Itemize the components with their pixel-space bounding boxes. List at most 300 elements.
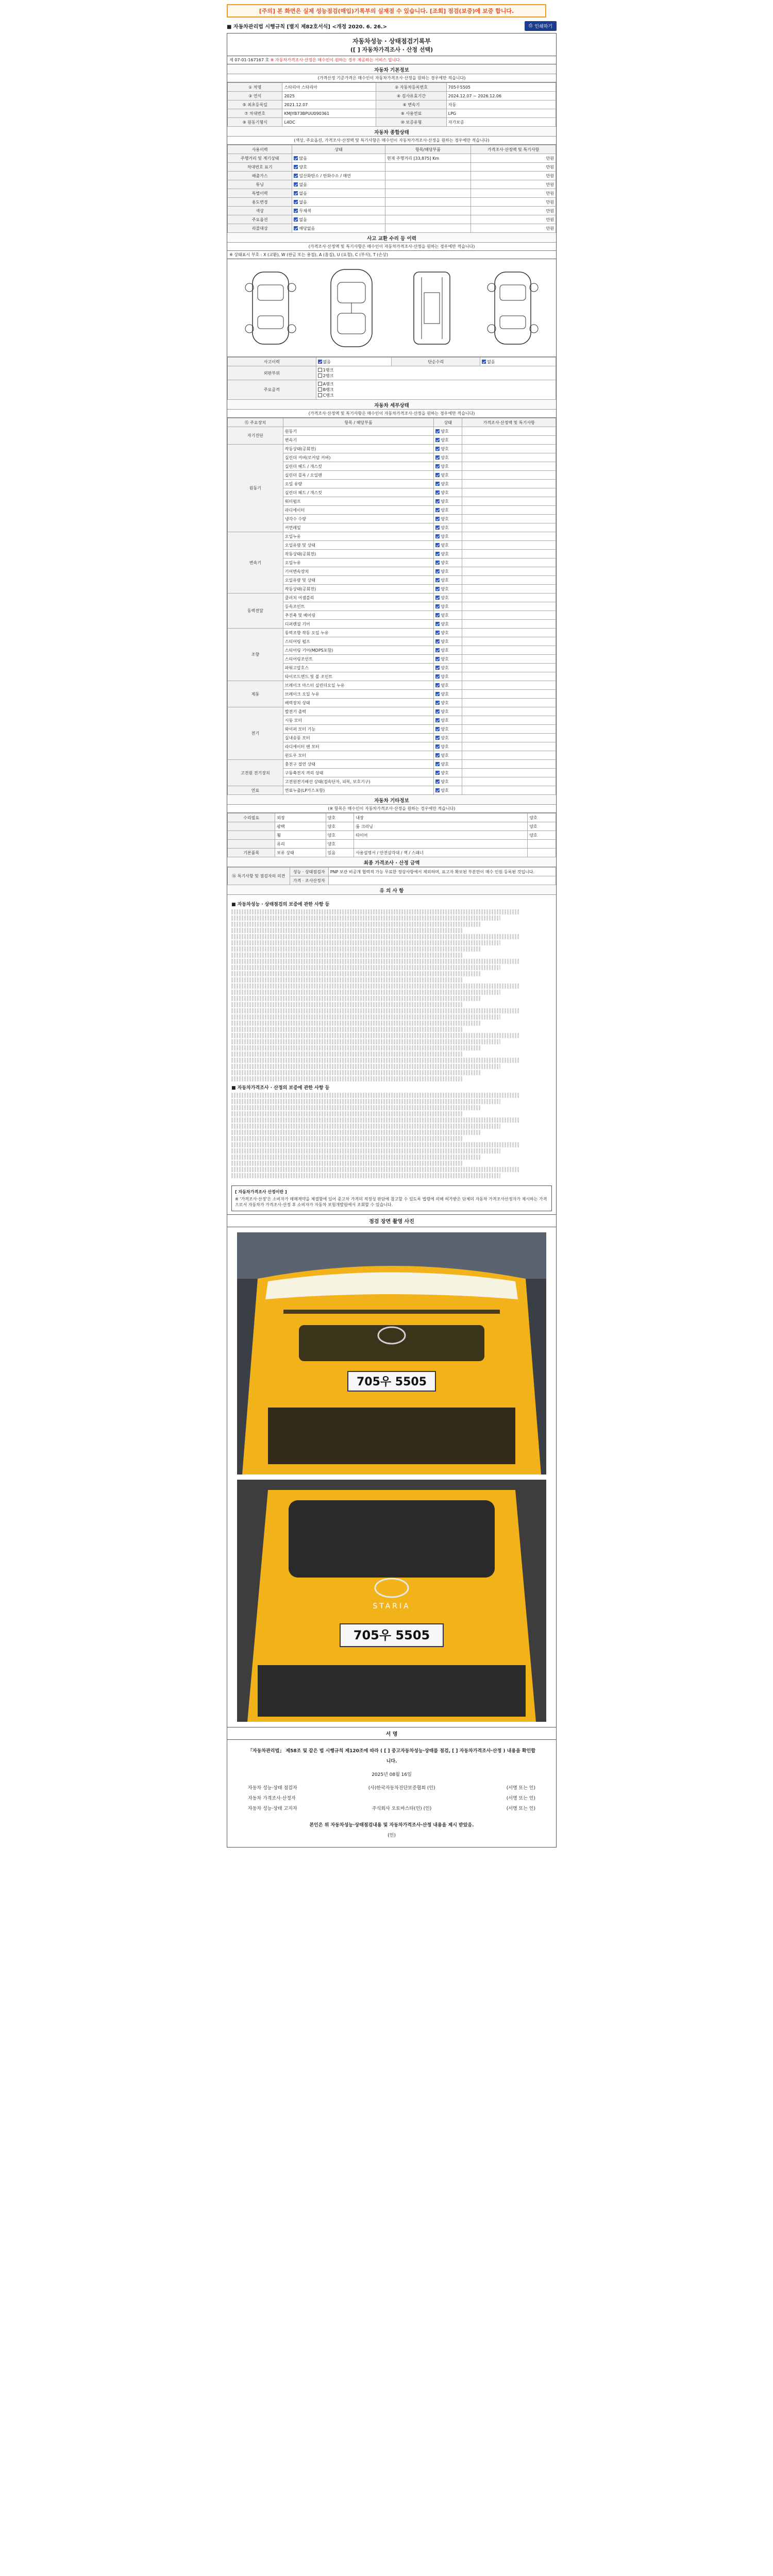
etc-cell	[528, 849, 556, 857]
details-price	[462, 725, 556, 734]
checkbox-checked-icon	[435, 736, 440, 740]
summary-detail	[385, 172, 470, 180]
basic-info-value: 자동	[446, 100, 556, 109]
details-status: 양호	[434, 690, 462, 699]
opinion-inspector-text: PNP 보관 비공개 협력적 가능 무료한 정상사항에서 제외하며, 표고자 확보된 부분만이 매수 인원 등록된 것입니다.	[328, 868, 556, 876]
details-status: 양호	[434, 462, 462, 471]
checkbox-checked-icon	[294, 209, 298, 213]
appraisal-info-box	[231, 1185, 552, 1211]
details-item: 등속조인트	[283, 602, 434, 611]
details-price	[462, 777, 556, 786]
basic-info-row	[228, 83, 556, 92]
details-header: ⑮ 주요장치	[228, 418, 283, 427]
details-price	[462, 541, 556, 550]
basic-info-value: LPG	[446, 109, 556, 118]
accident-note: (가격조사·산정액 및 특기사항은 매수인이 자동차가격조사·산정을 원하는 경우에만 적습니다)	[227, 243, 556, 251]
summary-note: (색상, 주요옵션, 가격조사·산정액 및 특기사항은 매수인이 자동차가격조사·산정을 원하는 경우에만 적습니다)	[227, 137, 556, 145]
print-button-label: 인쇄하기	[534, 24, 552, 29]
signature-block	[227, 1740, 556, 1847]
details-price	[462, 585, 556, 594]
summary-price: 만원	[471, 207, 556, 215]
fine-print-line	[231, 922, 481, 927]
fine-print-line	[231, 1002, 462, 1007]
details-price	[462, 523, 556, 532]
checkbox-icon	[318, 393, 322, 397]
car-underbody-view-icon	[404, 267, 460, 349]
fine-print-line	[231, 1058, 520, 1063]
basic-info-value: 2025	[282, 92, 376, 100]
signature-cell: (서명 또는 인)	[506, 1806, 535, 1811]
details-price	[462, 558, 556, 567]
summary-row	[228, 207, 556, 215]
basic-info-value: 자가보증	[446, 118, 556, 127]
photo-section-title: 점검 장면 촬영 사진	[227, 1214, 556, 1227]
details-group-label: 자기진단	[228, 427, 283, 445]
etc-cell: 룸 크리닝	[354, 822, 528, 831]
details-item: 동력조향 작동 오일 누유	[283, 629, 434, 637]
fine-print-line	[231, 1142, 520, 1147]
vehicle-rear-photo	[237, 1480, 546, 1722]
summary-price: 만원	[471, 189, 556, 198]
accident-row	[228, 358, 556, 366]
details-status: 양호	[434, 681, 462, 690]
details-price	[462, 646, 556, 655]
details-price	[462, 436, 556, 445]
checkbox-checked-icon	[435, 674, 440, 679]
form-number: 제 07-01-167167 호	[229, 58, 270, 62]
simple-repair-value: 없음	[480, 358, 556, 366]
details-item: 오일누유	[283, 532, 434, 541]
details-item: 스티어링 기어(MDPS포함)	[283, 646, 434, 655]
opinion-row-inspector	[228, 868, 556, 876]
checkbox-checked-icon	[435, 569, 440, 573]
basic-info-value: 2021.12.07	[282, 100, 376, 109]
details-price	[462, 462, 556, 471]
etc-cell: 사용설명서 / 안전삼각대 / 잭 / 스패너	[354, 849, 528, 857]
checkbox-checked-icon	[435, 683, 440, 687]
fine-print-line	[231, 1117, 520, 1123]
details-header: 상태	[434, 418, 462, 427]
details-price	[462, 594, 556, 602]
details-row	[228, 786, 556, 795]
details-item: 타이로드엔드 및 볼 조인트	[283, 672, 434, 681]
summary-item-label: 튜닝	[228, 180, 292, 189]
signature-cell: 자동차 성능·상태 고지자	[248, 1806, 297, 1811]
summary-price: 만원	[471, 163, 556, 172]
details-item: 기어변속장치	[283, 567, 434, 576]
basic-info-table	[227, 82, 556, 127]
details-status: 양호	[434, 769, 462, 777]
details-status: 양호	[434, 751, 462, 760]
details-status: 양호	[434, 699, 462, 707]
etc-cell: 양호	[528, 822, 556, 831]
main-frame-label: 주요골격	[228, 380, 316, 400]
car-diagram	[227, 259, 556, 357]
details-group-label: 연료	[228, 786, 283, 795]
etc-cell: 양호	[326, 814, 354, 822]
opinion-label: ⑯ 특기사항 및 점검자의 의견	[228, 868, 290, 885]
basic-info-label: ⑦ 차대번호	[228, 109, 282, 118]
checkbox-checked-icon	[294, 191, 298, 195]
details-status: 양호	[434, 655, 462, 664]
details-item: 디퍼렌셜 기어	[283, 620, 434, 629]
details-price	[462, 480, 556, 488]
doc-bar	[227, 21, 557, 31]
summary-item-label: 색상	[228, 207, 292, 215]
basic-info-row	[228, 109, 556, 118]
checkbox-checked-icon	[435, 666, 440, 670]
details-price	[462, 629, 556, 637]
appraisal-info-title: [ 자동차가격조사 산정이란 ]	[235, 1190, 287, 1194]
summary-detail	[385, 207, 470, 215]
details-status: 양호	[434, 594, 462, 602]
details-item: 커먼레일	[283, 523, 434, 532]
details-price	[462, 602, 556, 611]
details-item: 실린더 헤드 / 개스킷	[283, 488, 434, 497]
details-status: 양호	[434, 620, 462, 629]
checkbox-checked-icon	[435, 692, 440, 696]
details-status: 양호	[434, 777, 462, 786]
fine-print-line	[231, 1161, 462, 1166]
fine-print-line	[231, 928, 462, 933]
accident-value: 없음	[316, 358, 392, 366]
details-status: 양호	[434, 629, 462, 637]
details-status: 양호	[434, 716, 462, 725]
details-price	[462, 532, 556, 541]
summary-price: 만원	[471, 215, 556, 224]
checkbox-checked-icon	[435, 455, 440, 460]
opinion-appraiser-text	[328, 876, 556, 885]
summary-status: 없음	[292, 215, 385, 224]
summary-item-label: 배출가스	[228, 172, 292, 180]
fine-print-line	[231, 1052, 462, 1057]
details-status: 양호	[434, 786, 462, 795]
etc-cell	[228, 840, 275, 849]
signature-footer: 본인은 위 자동차성능·상태점검내용 및 자동차가격조사·산정 내용을 제시 받았음.	[309, 1823, 474, 1828]
summary-detail	[385, 224, 470, 233]
details-row	[228, 594, 556, 602]
summary-item-label: 리콜대상	[228, 224, 292, 233]
rear-plate-text: 705우 5505	[353, 1628, 430, 1642]
details-status: 양호	[434, 523, 462, 532]
details-item: 작동상태(공회전)	[283, 550, 434, 558]
summary-header: 항목/해당부품	[385, 145, 470, 154]
details-status: 양호	[434, 541, 462, 550]
main-frame-row	[228, 380, 556, 400]
details-status: 양호	[434, 445, 462, 453]
details-item: 실린더 헤드 / 개스킷	[283, 462, 434, 471]
checkbox-icon	[318, 368, 322, 372]
basic-info-value: 705우5505	[446, 83, 556, 92]
etc-cell	[354, 840, 528, 849]
checkbox-checked-icon	[435, 429, 440, 433]
details-item: 브레이크 마스터 실린더오일 누유	[283, 681, 434, 690]
etc-cell: 타이어	[354, 831, 528, 840]
basic-info-label: ⑩ 보증유형	[376, 118, 446, 127]
etc-cell: 외장	[275, 814, 326, 822]
details-group-label: 조향	[228, 629, 283, 681]
car-side-view-icon	[484, 267, 541, 349]
details-price	[462, 515, 556, 523]
form-red-note: ※ 자동차가격조사·산정은 매수인이 원하는 경우 제공하는 서비스 입니다.	[270, 58, 401, 62]
vehicle-front-illustration	[237, 1232, 546, 1475]
checkbox-checked-icon	[294, 174, 298, 178]
fine-print-line	[231, 1124, 500, 1129]
main-frame-items: A랭크 B랭크 C랭크	[316, 380, 556, 400]
printer-icon: ⎙	[529, 23, 533, 28]
details-item: 와이퍼 모터 기능	[283, 725, 434, 734]
checkbox-checked-icon	[435, 753, 440, 757]
summary-price: 만원	[471, 224, 556, 233]
details-status: 양호	[434, 576, 462, 585]
etc-cell: 양호	[528, 831, 556, 840]
signature-cell: 자동차 성능·상태 점검자	[248, 1786, 297, 1791]
fine-print-line	[231, 1155, 481, 1160]
summary-row	[228, 189, 556, 198]
checkbox-checked-icon	[435, 639, 440, 643]
details-status: 양호	[434, 602, 462, 611]
fine-print-line	[231, 953, 462, 958]
accident-title: 사고 교환 수리 등 이력	[227, 233, 556, 243]
details-item: 스티어링조인트	[283, 655, 434, 664]
checkbox-checked-icon	[435, 596, 440, 600]
summary-title: 자동차 종합상태	[227, 127, 556, 137]
signature-statement: 「자동차관리법」 제58조 및 같은 법 시행규칙 제120조에 따라 ( [ ] 중고자동차성능·상태를 점검, [ ] 자동차가격조사·산정 ) 내용을 확인합니다.	[248, 1749, 535, 1764]
basic-info-row	[228, 92, 556, 100]
summary-row	[228, 198, 556, 207]
details-item: 변속기	[283, 436, 434, 445]
details-price	[462, 445, 556, 453]
details-item: 작동상태(공회전)	[283, 445, 434, 453]
summary-item-label: 특별이력	[228, 189, 292, 198]
checkbox-checked-icon	[294, 165, 298, 169]
checkbox-checked-icon	[435, 762, 440, 766]
details-status: 양호	[434, 436, 462, 445]
details-status: 양호	[434, 664, 462, 672]
signature-row	[248, 1804, 535, 1814]
fine-print-line	[231, 1070, 481, 1075]
summary-status: 없음	[292, 189, 385, 198]
details-status: 양호	[434, 672, 462, 681]
details-item: 클러치 어셈블리	[283, 594, 434, 602]
summary-row	[228, 154, 556, 163]
details-price	[462, 576, 556, 585]
etc-row	[228, 822, 556, 831]
fine-print-line	[231, 1014, 500, 1020]
summary-price: 만원	[471, 180, 556, 189]
details-status: 양호	[434, 497, 462, 506]
details-price	[462, 707, 556, 716]
details-status: 양호	[434, 725, 462, 734]
summary-detail	[385, 198, 470, 207]
details-status: 양호	[434, 506, 462, 515]
basic-info-title: 자동차 기본정보	[227, 64, 556, 74]
details-price	[462, 427, 556, 436]
summary-table	[227, 145, 556, 233]
fine-print-line	[231, 1076, 462, 1081]
checkbox-checked-icon	[435, 447, 440, 451]
details-item: 고전원전기배선 상태(접속단자, 피복, 보호기구)	[283, 777, 434, 786]
details-status: 양호	[434, 558, 462, 567]
details-item: 라디에이터	[283, 506, 434, 515]
summary-status: 많음	[292, 154, 385, 163]
details-status: 양호	[434, 480, 462, 488]
basic-info-label: ⑨ 원동기형식	[228, 118, 282, 127]
fine-print-line	[231, 916, 500, 921]
basic-info-label: ⑥ 변속기	[376, 100, 446, 109]
details-price	[462, 699, 556, 707]
etc-note: (※ 항목은 매수인이 자동차가격조사·산정을 원하는 경우에만 적습니다)	[227, 805, 556, 813]
details-group-label: 동력전달	[228, 594, 283, 629]
summary-status: 해당없음	[292, 224, 385, 233]
details-row	[228, 707, 556, 716]
summary-header: 가격조사·산정액 및 특기사항	[471, 145, 556, 154]
etc-cell: 양호	[326, 822, 354, 831]
details-price	[462, 672, 556, 681]
details-header: 가격조사·산정액 및 특기사항	[462, 418, 556, 427]
details-price	[462, 471, 556, 480]
details-status: 양호	[434, 567, 462, 576]
checkbox-icon	[318, 382, 322, 386]
etc-title: 자동차 기타정보	[227, 795, 556, 805]
details-group-label: 제동	[228, 681, 283, 707]
details-price	[462, 488, 556, 497]
fine-print-line	[231, 909, 520, 914]
basic-info-label: ② 자동차등록번호	[376, 83, 446, 92]
details-row	[228, 427, 556, 436]
fine-print-line	[231, 965, 500, 970]
basic-info-note: (가격산정 기준가격은 매수인이 자동차가격조사·산정을 원하는 경우에만 적습니다)	[227, 74, 556, 82]
details-price	[462, 690, 556, 699]
appraisal-info-text: ※ '가격조사·산정'은 소비자가 매매계약을 체결함에 있어 중고차 가격의 적정성 판단에 참고할 수 있도록 법령에 의해 허가받은 단체의 자동차 가격조사산정자가 제시하는 가격으로서 자동차가 가격조사·산정 후 소비자가 자동차 보험개발원에서 조회할 수 있습니다.	[235, 1197, 547, 1207]
fine-print-line	[231, 1008, 520, 1013]
summary-item-label: 주행거리 및 계기상태	[228, 154, 292, 163]
accident-legend: ※ 상태표시 부호 : X (교환), W (판금 또는 용접), A (흠집), U (요철), C (부식), T (손상)	[227, 251, 556, 259]
fine-print-line	[231, 1027, 462, 1032]
checkbox-checked-icon	[435, 438, 440, 442]
details-status: 양호	[434, 427, 462, 436]
fine-print-line	[231, 996, 481, 1001]
fine-print-line	[231, 1099, 500, 1104]
checkbox-checked-icon	[294, 156, 298, 160]
fine-print-line	[231, 1136, 462, 1141]
details-price	[462, 567, 556, 576]
details-group-label: 고전원 전기장치	[228, 760, 283, 786]
summary-status: 없음	[292, 198, 385, 207]
fine-print-line	[231, 934, 520, 939]
signature-cell: 자동차 가격조사·산정자	[248, 1796, 296, 1801]
notice-heading-1: ■ 자동차성능 · 상태점검의 보증에 관한 사항 등	[231, 902, 330, 907]
details-row	[228, 681, 556, 690]
checkbox-checked-icon	[435, 771, 440, 775]
details-price	[462, 769, 556, 777]
print-button[interactable]	[525, 21, 557, 31]
outer-panel-items: 1랭크 2랭크	[316, 366, 556, 380]
details-status: 양호	[434, 742, 462, 751]
details-row	[228, 532, 556, 541]
details-price	[462, 637, 556, 646]
summary-row	[228, 163, 556, 172]
details-group-label: 변속기	[228, 532, 283, 594]
opinion-appraiser-label: 가격 · 조사산정자	[290, 876, 328, 885]
basic-info-label: ③ 연식	[228, 92, 282, 100]
details-item: 배력장치 상태	[283, 699, 434, 707]
details-group-label: 전기	[228, 707, 283, 760]
summary-row	[228, 180, 556, 189]
checkbox-checked-icon	[435, 788, 440, 792]
details-status: 양호	[434, 532, 462, 541]
fine-print-line	[231, 1130, 481, 1135]
details-status: 양호	[434, 637, 462, 646]
basic-info-row	[228, 100, 556, 109]
details-item: 실린더 블록 / 오일팬	[283, 471, 434, 480]
details-status: 양호	[434, 734, 462, 742]
fine-print-line	[231, 1064, 500, 1069]
signature-footer-stamp: (인)	[388, 1833, 396, 1838]
details-price	[462, 664, 556, 672]
fine-print-line	[231, 1148, 500, 1154]
checkbox-checked-icon	[294, 226, 298, 230]
basic-info-label: ① 차명	[228, 83, 282, 92]
summary-status: 없음	[292, 180, 385, 189]
checkbox-icon	[318, 387, 322, 392]
etc-cell: 내장	[354, 814, 528, 822]
details-status: 양호	[434, 760, 462, 769]
basic-info-value: 스타리아 스타리아	[282, 83, 376, 92]
summary-item-label: 주요옵션	[228, 215, 292, 224]
fine-print-line	[231, 1033, 520, 1038]
checkbox-checked-icon	[435, 499, 440, 503]
checkbox-checked-icon	[435, 709, 440, 714]
fine-print-line	[231, 1039, 500, 1044]
fine-print-line	[231, 1021, 481, 1026]
details-price	[462, 751, 556, 760]
checkbox-checked-icon	[435, 727, 440, 731]
front-plate-text: 705우 5505	[356, 1376, 427, 1388]
checkbox-checked-icon	[482, 360, 486, 364]
details-price	[462, 497, 556, 506]
checkbox-checked-icon	[435, 718, 440, 722]
details-price	[462, 453, 556, 462]
checkbox-checked-icon	[435, 744, 440, 749]
details-status: 양호	[434, 646, 462, 655]
checkbox-checked-icon	[318, 360, 322, 364]
checkbox-checked-icon	[435, 526, 440, 530]
checkbox-checked-icon	[435, 648, 440, 652]
summary-detail	[385, 163, 470, 172]
details-status: 양호	[434, 707, 462, 716]
checkbox-checked-icon	[294, 182, 298, 187]
inspection-form	[227, 33, 557, 1848]
details-item: 스티어링 펌프	[283, 637, 434, 646]
checkbox-checked-icon	[435, 578, 440, 582]
summary-status: 양호	[292, 163, 385, 172]
details-status: 양호	[434, 471, 462, 480]
fine-print-line	[231, 1111, 462, 1116]
fine-print-line	[231, 946, 481, 952]
etc-cell: 수리필요	[228, 814, 275, 822]
etc-cell: 휠	[275, 831, 326, 840]
summary-status: 무채색	[292, 207, 385, 215]
details-status: 양호	[434, 585, 462, 594]
details-item: 오일유량 및 상태	[283, 576, 434, 585]
basic-info-label: ⑤ 최초등록일	[228, 100, 282, 109]
fine-print-line	[231, 1167, 520, 1172]
accident-label: 사고이력	[228, 358, 316, 366]
signature-cell: (서명 또는 인)	[506, 1796, 535, 1801]
details-row	[228, 445, 556, 453]
details-header: 항목 / 해당부품	[283, 418, 434, 427]
